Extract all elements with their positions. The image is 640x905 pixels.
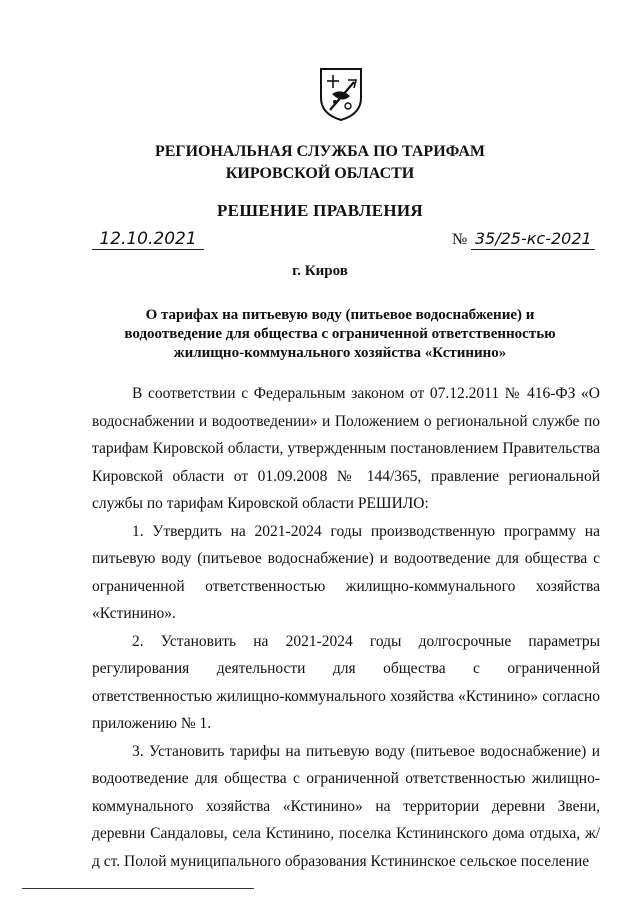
- document-title: РЕШЕНИЕ ПРАВЛЕНИЯ: [217, 201, 423, 220]
- number-sign: №: [452, 231, 468, 248]
- city-name: г. Киров: [292, 263, 348, 279]
- subject-line1: О тарифах на питьевую воду (питьевое водоснабжение) и: [145, 307, 535, 323]
- organization-name-line2: КИРОВСКОЙ ОБЛАСТИ: [225, 165, 415, 182]
- document-date: 12.10.2021: [92, 229, 204, 250]
- footnote-divider: [22, 888, 254, 889]
- item-2-paragraph: 2. Установить на 2021-2024 годы долгосрочные параметры регулирования деятельности для общества с ограниченной ответственностью жилищно-коммунального хозяйства «Кстинино» согласно приложению № 1.: [92, 632, 600, 732]
- coat-of-arms-icon: [318, 66, 364, 122]
- organization-name-line1: РЕГИОНАЛЬНАЯ СЛУЖБА ПО ТАРИФАМ: [154, 143, 486, 160]
- subject-line3: жилищно-коммунального хозяйства «Кстинино»: [173, 345, 507, 361]
- document-body: [92, 380, 600, 875]
- document-number-block: [452, 229, 595, 250]
- item-1-paragraph: 1. Утвердить на 2021-2024 годы производственную программу на питьевую воду (питьевое водоснабжение) и водоотведение для общества с ограниченной ответственностью жилищно-коммунального хозяйства «Кстинино».: [92, 522, 600, 622]
- intro-paragraph: В соответствии с Федеральным законом от 07.12.2011 № 416-ФЗ «О водоснабжении и водоотведении» и Положением о региональной службе по тарифам Кировской области, утвержденным постановлением Правительства Кировской области от 01.09.2008 № 144/365, правление региональной службы по тарифам Кировской области РЕШИЛО:: [92, 385, 600, 512]
- subject-line2: водоотведение для общества с ограниченной ответственностью: [124, 326, 556, 342]
- organization-name: [0, 141, 640, 185]
- item-3-paragraph: 3. Установить тарифы на питьевую воду (питьевое водоснабжение) и водоотведение для общества с ограниченной ответственностью жилищно-коммунального хозяйства «Кстинино» на территории деревни Звени, деревни Сандаловы, села Кстинино, поселка Кстининского дома отдыха, ж/д ст. Полой муниципального образования Кстининское сельское поселение: [92, 742, 600, 870]
- document-subject: [80, 306, 600, 363]
- document-number: 35/25-кс-2021: [471, 229, 595, 250]
